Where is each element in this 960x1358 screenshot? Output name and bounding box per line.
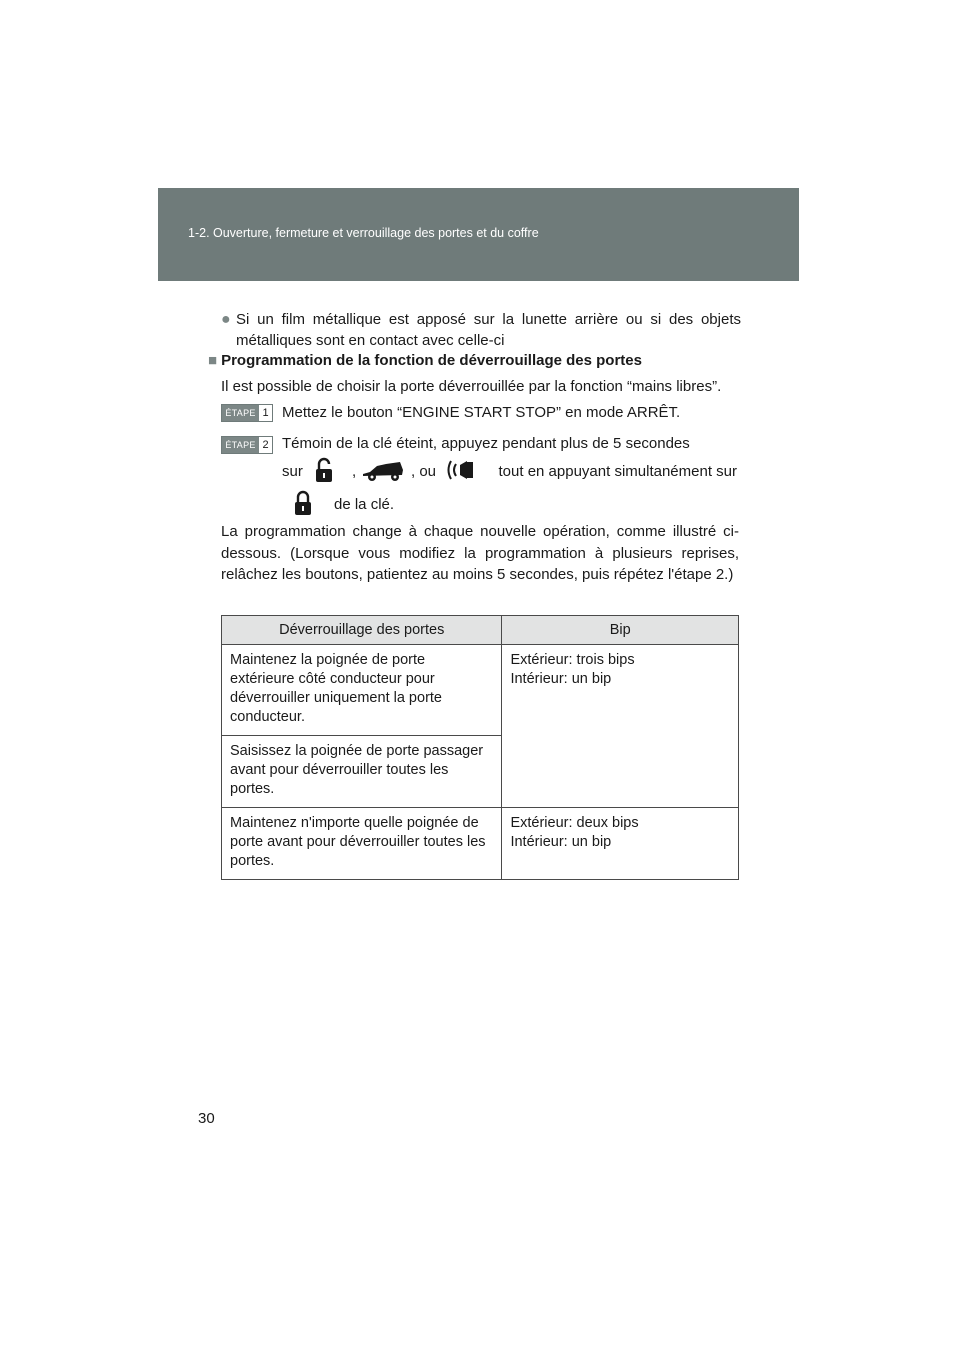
table-cell-action: Maintenez la poignée de porte extérieure côté conducteur pour déverrouiller uniquement la porte conducteur.	[222, 645, 502, 736]
step-2-text-line2	[282, 457, 737, 487]
table-row	[222, 645, 739, 736]
step-1-badge	[221, 404, 273, 422]
beep-inside: Intérieur: un bip	[510, 671, 612, 687]
beep-table	[221, 615, 739, 880]
section-square-icon: ■	[208, 352, 218, 369]
step-2-sur: sur	[282, 463, 303, 480]
table-cell-beep	[502, 808, 739, 880]
step-label: ÉTAPE	[222, 437, 259, 453]
table-header-unlock: Déverrouillage des portes	[222, 616, 502, 645]
step-1-text: Mettez le bouton “ENGINE START STOP” en mode ARRÊT.	[282, 404, 681, 421]
beep-inside: Intérieur: un bip	[510, 834, 612, 850]
step-2-ou: , ou	[411, 463, 437, 480]
step-2-text-line1: Témoin de la clé éteint, appuyez pendant plus de 5 secondes	[282, 435, 690, 452]
beep-outside: Extérieur: trois bips	[510, 652, 635, 668]
step-label: ÉTAPE	[222, 405, 259, 421]
table-header-row	[222, 616, 739, 645]
bullet-text: Si un film métallique est apposé sur la lunette arrière ou si des objets métalliques sont en contact avec celle-ci	[236, 311, 741, 349]
chapter-title: 1-2. Ouverture, fermeture et verrouillage des portes et du coffre	[188, 226, 539, 240]
header-band	[158, 188, 799, 281]
table-cell-action: Maintenez n'importe quelle poignée de porte avant pour déverrouiller toutes les portes.	[222, 808, 502, 880]
panic-icon	[445, 457, 475, 487]
trunk-icon	[362, 460, 404, 486]
table-cell-beep	[502, 645, 739, 808]
table-cell-action: Saisissez la poignée de porte passager avant pour déverrouiller toutes les portes.	[222, 736, 502, 808]
table-row	[222, 808, 739, 880]
step-2-line3-text: de la clé.	[334, 496, 395, 513]
step-2-comma: ,	[352, 463, 357, 480]
unlock-icon	[314, 457, 334, 487]
intro-text: Il est possible de choisir la porte déverrouillée par la fonction “mains libres”.	[221, 378, 722, 395]
step-number: 1	[259, 405, 272, 421]
lock-icon	[294, 490, 312, 520]
section-heading	[208, 352, 642, 369]
bullet-dot-icon: ●	[221, 311, 231, 328]
step-number: 2	[259, 437, 272, 453]
programming-paragraph: La programmation change à chaque nouvelle opération, comme illustré ci-dessous. (Lorsque vous modifiez la programmation à plusieurs reprises, relâchez les boutons, patientez au moins 5 secondes, puis répétez l'étape 2.)	[221, 523, 739, 583]
page-number: 30	[198, 1110, 215, 1127]
table-header-beep: Bip	[502, 616, 739, 645]
step-2-badge	[221, 436, 273, 454]
step-2-line2-end: tout en appuyant simultanément sur	[498, 463, 737, 480]
bullet-item	[221, 309, 741, 351]
beep-outside: Extérieur: deux bips	[510, 815, 639, 831]
section-title: Programmation de la fonction de déverrouillage des portes	[221, 352, 642, 369]
